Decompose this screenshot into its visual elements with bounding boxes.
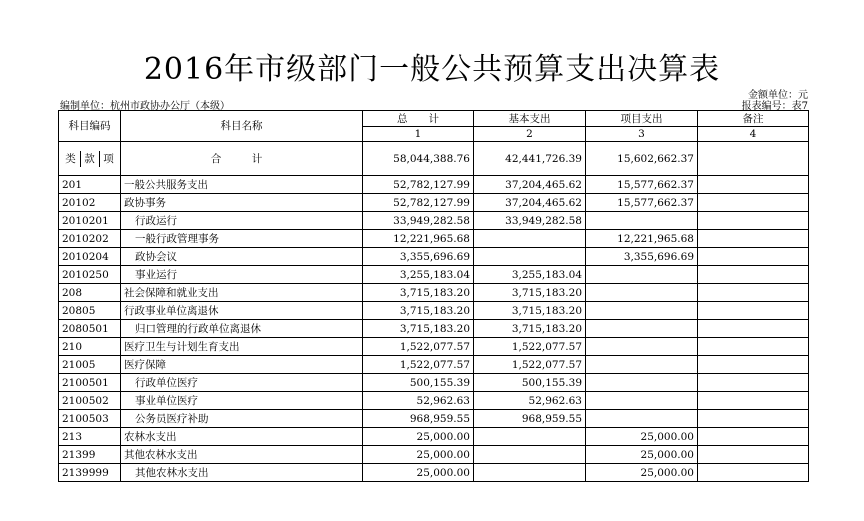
row-note bbox=[698, 446, 809, 464]
amount-unit: 金额单位：元 bbox=[748, 90, 808, 101]
row-note bbox=[698, 428, 809, 446]
column-number-1: 1 bbox=[363, 127, 474, 142]
table-row bbox=[59, 248, 809, 266]
row-name: 农林水支出 bbox=[121, 428, 363, 446]
row-basic: 968,959.55 bbox=[474, 410, 586, 428]
row-total: 3,715,183.20 bbox=[363, 302, 474, 320]
table-row bbox=[59, 230, 809, 248]
row-note bbox=[698, 410, 809, 428]
row-code: 20102 bbox=[59, 194, 121, 212]
row-name: 一般行政管理事务 bbox=[121, 230, 363, 248]
column-number-4: 4 bbox=[698, 127, 809, 142]
row-project: 25,000.00 bbox=[586, 446, 698, 464]
header-xiang: 项 bbox=[103, 152, 114, 165]
row-basic: 1,522,077.57 bbox=[474, 338, 586, 356]
row-total: 1,522,077.57 bbox=[363, 356, 474, 374]
row-project bbox=[586, 356, 698, 374]
row-basic: 3,715,183.20 bbox=[474, 284, 586, 302]
header-note: 备注 bbox=[698, 111, 809, 127]
row-note bbox=[698, 284, 809, 302]
header-project: 项目支出 bbox=[586, 111, 698, 127]
row-name: 医疗保障 bbox=[121, 356, 363, 374]
header-code: 科目编码 bbox=[59, 111, 121, 142]
row-code: 213 bbox=[59, 428, 121, 446]
row-name: 其他农林水支出 bbox=[121, 464, 363, 482]
row-basic bbox=[474, 464, 586, 482]
table-row bbox=[59, 464, 809, 482]
table-row bbox=[59, 446, 809, 464]
header-total: 总 计 bbox=[363, 111, 474, 127]
row-total: 52,962.63 bbox=[363, 392, 474, 410]
table-row bbox=[59, 320, 809, 338]
row-name: 行政运行 bbox=[121, 212, 363, 230]
row-basic: 1,522,077.57 bbox=[474, 356, 586, 374]
row-note bbox=[698, 464, 809, 482]
row-note bbox=[698, 266, 809, 284]
row-name: 行政单位医疗 bbox=[121, 374, 363, 392]
total-label: 合 计 bbox=[121, 142, 363, 176]
row-total: 25,000.00 bbox=[363, 446, 474, 464]
row-basic bbox=[474, 446, 586, 464]
row-project bbox=[586, 338, 698, 356]
row-total: 3,715,183.20 bbox=[363, 320, 474, 338]
row-note bbox=[698, 194, 809, 212]
organization-label: 编制单位：杭州市政协办公厅（本级） bbox=[60, 101, 230, 112]
row-project: 15,577,662.37 bbox=[586, 176, 698, 194]
row-total: 52,782,127.99 bbox=[363, 176, 474, 194]
row-code: 2010250 bbox=[59, 266, 121, 284]
row-total: 3,715,183.20 bbox=[363, 284, 474, 302]
row-note bbox=[698, 374, 809, 392]
row-note bbox=[698, 392, 809, 410]
row-name: 归口管理的行政单位离退休 bbox=[121, 320, 363, 338]
row-name: 医疗卫生与计划生育支出 bbox=[121, 338, 363, 356]
row-basic: 33,949,282.58 bbox=[474, 212, 586, 230]
row-basic: 3,715,183.20 bbox=[474, 302, 586, 320]
row-project: 12,221,965.68 bbox=[586, 230, 698, 248]
row-name: 政协事务 bbox=[121, 194, 363, 212]
row-code: 21005 bbox=[59, 356, 121, 374]
table-row bbox=[59, 266, 809, 284]
row-name: 社会保障和就业支出 bbox=[121, 284, 363, 302]
row-note bbox=[698, 230, 809, 248]
header-lei: 类 bbox=[65, 152, 76, 165]
row-basic: 3,715,183.20 bbox=[474, 320, 586, 338]
row-project: 25,000.00 bbox=[586, 464, 698, 482]
row-note bbox=[698, 302, 809, 320]
total-note bbox=[698, 142, 809, 176]
row-basic: 37,204,465.62 bbox=[474, 176, 586, 194]
header-row bbox=[59, 111, 809, 127]
header-basic: 基本支出 bbox=[474, 111, 586, 127]
row-basic: 500,155.39 bbox=[474, 374, 586, 392]
row-project bbox=[586, 266, 698, 284]
row-code: 201 bbox=[59, 176, 121, 194]
row-basic: 3,255,183.04 bbox=[474, 266, 586, 284]
row-note bbox=[698, 248, 809, 266]
column-number-2: 2 bbox=[474, 127, 586, 142]
row-basic bbox=[474, 428, 586, 446]
row-project bbox=[586, 302, 698, 320]
row-project bbox=[586, 320, 698, 338]
budget-table bbox=[58, 110, 809, 482]
row-code: 2010201 bbox=[59, 212, 121, 230]
row-total: 12,221,965.68 bbox=[363, 230, 474, 248]
row-project: 25,000.00 bbox=[586, 428, 698, 446]
row-project bbox=[586, 410, 698, 428]
table-row bbox=[59, 374, 809, 392]
row-total: 25,000.00 bbox=[363, 464, 474, 482]
row-code: 2100501 bbox=[59, 374, 121, 392]
row-code: 20805 bbox=[59, 302, 121, 320]
table-row bbox=[59, 356, 809, 374]
total-basic-value: 42,441,726.39 bbox=[474, 142, 586, 176]
row-project bbox=[586, 212, 698, 230]
row-basic: 52,962.63 bbox=[474, 392, 586, 410]
row-total: 500,155.39 bbox=[363, 374, 474, 392]
row-name: 行政事业单位离退休 bbox=[121, 302, 363, 320]
row-basic: 37,204,465.62 bbox=[474, 194, 586, 212]
row-code: 21399 bbox=[59, 446, 121, 464]
total-project-value: 15,602,662.37 bbox=[586, 142, 698, 176]
row-name: 事业运行 bbox=[121, 266, 363, 284]
category-headers bbox=[59, 142, 121, 176]
row-total: 52,782,127.99 bbox=[363, 194, 474, 212]
row-note bbox=[698, 338, 809, 356]
report-number: 报表编号：表7 bbox=[741, 101, 808, 112]
row-name: 其他农林水支出 bbox=[121, 446, 363, 464]
row-code: 2010202 bbox=[59, 230, 121, 248]
total-value: 58,044,388.76 bbox=[363, 142, 474, 176]
table-row bbox=[59, 212, 809, 230]
column-number-3: 3 bbox=[586, 127, 698, 142]
row-code: 2100503 bbox=[59, 410, 121, 428]
row-name: 公务员医疗补助 bbox=[121, 410, 363, 428]
row-code: 2080501 bbox=[59, 320, 121, 338]
header-kuan: 款 bbox=[80, 151, 100, 167]
row-basic bbox=[474, 230, 586, 248]
total-row bbox=[59, 142, 809, 176]
row-total: 33,949,282.58 bbox=[363, 212, 474, 230]
row-code: 208 bbox=[59, 284, 121, 302]
row-note bbox=[698, 176, 809, 194]
header-name: 科目名称 bbox=[121, 111, 363, 142]
row-note bbox=[698, 320, 809, 338]
row-total: 3,355,696.69 bbox=[363, 248, 474, 266]
row-code: 2100502 bbox=[59, 392, 121, 410]
row-project: 3,355,696.69 bbox=[586, 248, 698, 266]
row-total: 25,000.00 bbox=[363, 428, 474, 446]
table-row bbox=[59, 176, 809, 194]
table-row bbox=[59, 428, 809, 446]
table-row bbox=[59, 194, 809, 212]
row-note bbox=[698, 212, 809, 230]
row-name: 政协会议 bbox=[121, 248, 363, 266]
row-project bbox=[586, 392, 698, 410]
row-code: 2010204 bbox=[59, 248, 121, 266]
page-title: 2016年市级部门一般公共预算支出决算表 bbox=[143, 52, 721, 87]
table-row bbox=[59, 392, 809, 410]
table-row bbox=[59, 302, 809, 320]
row-basic bbox=[474, 248, 586, 266]
row-name: 事业单位医疗 bbox=[121, 392, 363, 410]
row-note bbox=[698, 356, 809, 374]
table-row bbox=[59, 284, 809, 302]
row-code: 210 bbox=[59, 338, 121, 356]
row-total: 1,522,077.57 bbox=[363, 338, 474, 356]
row-total: 3,255,183.04 bbox=[363, 266, 474, 284]
row-total: 968,959.55 bbox=[363, 410, 474, 428]
row-project bbox=[586, 284, 698, 302]
row-project: 15,577,662.37 bbox=[586, 194, 698, 212]
row-code: 2139999 bbox=[59, 464, 121, 482]
table-row bbox=[59, 410, 809, 428]
row-project bbox=[586, 374, 698, 392]
row-name: 一般公共服务支出 bbox=[121, 176, 363, 194]
table-row bbox=[59, 338, 809, 356]
